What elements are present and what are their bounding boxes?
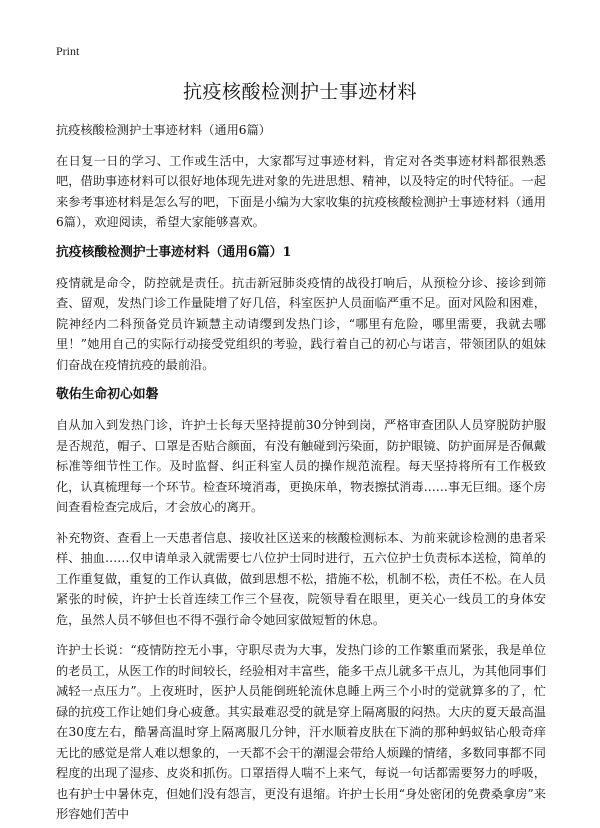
document-subtitle: 抗疫核酸检测护士事迹材料（通用6篇）: [56, 123, 271, 137]
section-1-heading: 抗疫核酸检测护士事迹材料（通用6篇）1: [56, 244, 292, 260]
document-body: [56, 120, 546, 828]
intro-paragraph: 在日复一日的学习、工作或生活中，大家都写过事迹材料，肯定对各类事迹材料都很熟悉吧，借助事迹材料可以很好地体现先进对象的先进思想、精神，以及特定的时代特征。一起来参考事迹材料是怎么写的吧，下面是小编为大家收集的抗疫核酸检测护士事迹材料（通用6篇），欢迎阅读，希望大家能够喜欢。: [56, 153, 546, 229]
section-1-paragraph: 疫情就是命令，防控就是责任。抗击新冠肺炎疫情的战役打响后，从预检分诊、接诊到筛查、留观，发热门诊工作量陡增了好几倍，科室医护人员面临严重不足。面对风险和困难，院神经内二科预备党员许颖慧主动请缨到发热门诊，“哪里有危险，哪里需要，我就去哪里！”她用自己的实际行动接受党组织的考验，践行着自己的初心与诺言，带领团队的姐妹们奋战在疫情抗疫的最前沿。: [56, 275, 546, 372]
section-2-paragraph-1: 自从加入到发热门诊，许护士长每天坚持提前30分钟到岗，严格审查团队人员穿脱防护服是否规范，帽子、口罩是否贴合颜面，有没有触碰到污染面，防护眼镜、防护面屏是否佩戴标准等细节性工作。及时监督、纠正科室人员的操作规范流程。每天坚持将所有工作极致化，认真梳理每一个环节。检查环境消毒，更换床单，物表擦拭消毒……事无巨细。逐个房间查看检查完成后，才会放心的离开。: [56, 418, 546, 514]
section-2-heading: 敬佑生命初心如磐: [56, 387, 159, 402]
print-link[interactable]: Print: [56, 44, 80, 58]
section-2-paragraph-2: 补充物资、查看上一天患者信息、接收社区送来的核酸检测标本、为前来就诊检测的患者采样、抽血……仅申请单录入就需要七八位护士同时进行，五六位护士负责标本送检，简单的工作重复做，重复的工作认真做，做到思想不松，措施不松，机制不松，责任不松。在人员紧张的时候，许护士长首连续工作三个昼夜，院领导看在眼里，更关心一线员工的身体安危，虽然人员不够但也不得不强行命令她回家做短暂的休息。: [56, 530, 546, 627]
section-2-paragraph-3: 许护士长说：“疫情防控无小事，守职尽责为大事，发热门诊的工作繁重而紧张，我是单位的老员工，从医工作的时间较长，经验相对丰富些，能多干点儿就多干点儿，为其他同事们减轻一点压力”。上夜班时，医护人员能倒班轮流休息睡上两三个小时的觉就算多的了，忙碌的抗疫工作让她们身心疲惫。其实最难忍受的就是穿上隔离服的闷热。大庆的夏天最高温在30度左右，酷暑高温时穿上隔离服几分钟，汗水顺着皮肤在下淌的那种蚂蚁钻心般奇痒无比的感觉是常人难以想象的，一天都不会干的潮湿会带给人烦躁的情绪，多数同事都不同程度的出现了湿疹、皮炎和抓伤。口罩捂得人喘不上来气，每说一句话都需要努力的呼吸，也有护士中暑休克，但她们没有怨言，更没有退缩。许护士长用“身处密闭的免费桑拿房”来形容她们苦中: [56, 643, 546, 821]
document-title: 抗疫核酸检测护士事迹材料: [182, 81, 417, 103]
